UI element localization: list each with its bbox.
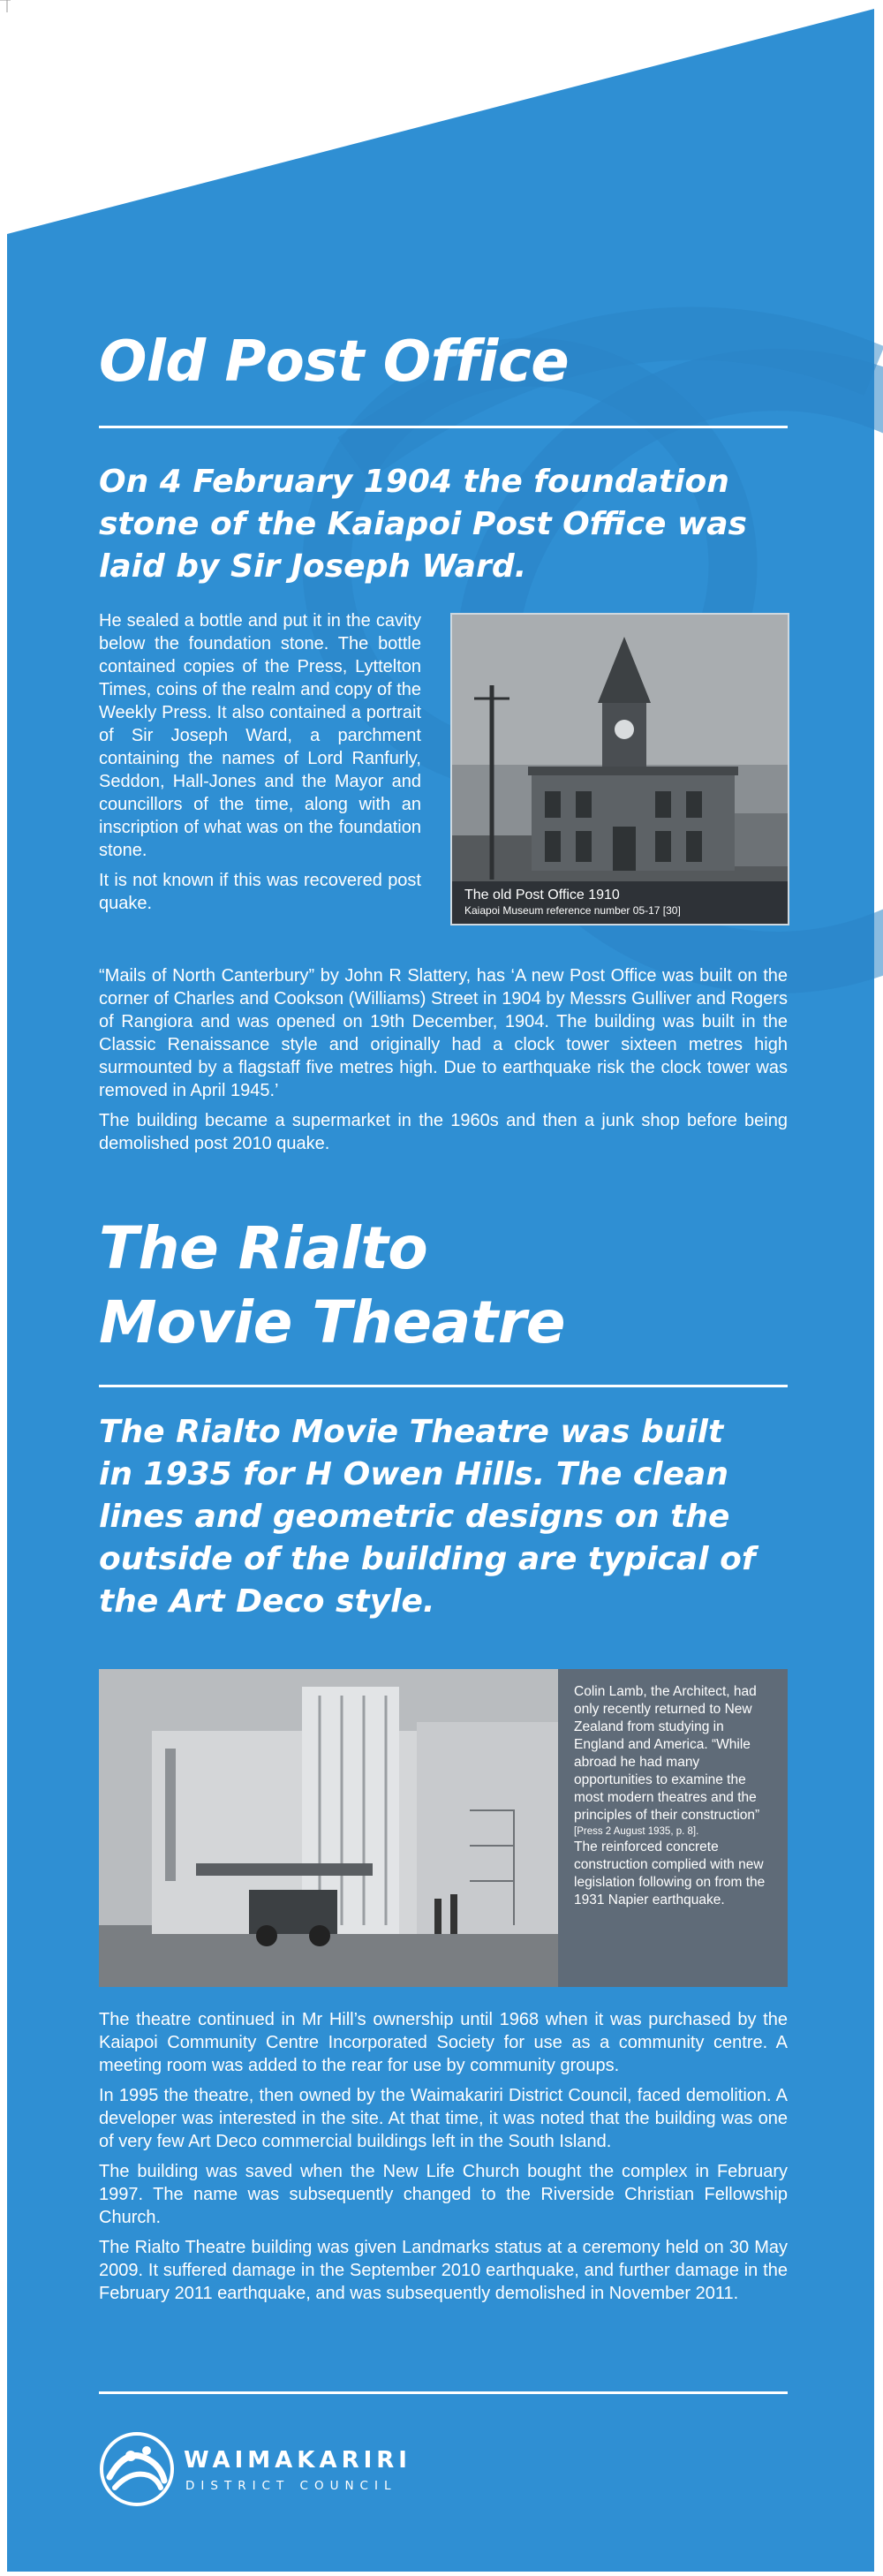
lead-line: the Art Deco style. xyxy=(99,1583,435,1620)
lead-line: laid by Sir Joseph Ward. xyxy=(99,548,527,585)
paragraph: It is not known if this was recovered post quake. xyxy=(99,871,421,913)
section-title-old-post-office: Old Post Office xyxy=(99,329,570,395)
rialto-illustration xyxy=(99,1669,558,1987)
caption-reference: Kaiapoi Museum reference number 05-17 [30] xyxy=(464,904,681,917)
rialto-history-text xyxy=(99,2008,788,2312)
note-text: The reinforced concrete construction complied with new legislation following on from the 1931 Napier earthquake. xyxy=(574,1839,766,1907)
divider xyxy=(99,426,788,428)
note-text: Colin Lamb, the Architect, had only recently returned to New Zealand from studying in England and America. “While abroad he had many opportunities to examine the most modern theatres and the principles of their construction” xyxy=(574,1684,760,1823)
paragraph: The building was saved when the New Life Church bought the complex in February 1997. The name was subsequently changed to the Riverside Christian Fellowship Church. xyxy=(99,2162,788,2227)
lead-line: outside of the building are typical of xyxy=(99,1541,756,1577)
title-line: The Rialto xyxy=(99,1214,428,1282)
section-title-rialto xyxy=(99,1212,565,1360)
council-emblem-icon xyxy=(99,2431,175,2507)
paragraph: The theatre continued in Mr Hill’s ownership until 1968 when it was purchased by the Kaiapoi Community Centre Incorporated Society for use as a community centre. A meeting room was added to the rear for use by community groups. xyxy=(99,2010,788,2075)
post-office-history-text xyxy=(99,964,788,1162)
divider xyxy=(99,1385,788,1387)
paragraph: The Rialto Theatre building was given Landmarks status at a ceremony held on 30 May 2009. It suffered damage in the September 2010 earthquake, and further damage in the February 2011 earthquake, and was subsequently demolished in November 2011. xyxy=(99,2238,788,2303)
rialto-theatre-photo xyxy=(99,1669,558,1987)
brand-name: WAIMAKARIRI xyxy=(184,2447,411,2474)
paragraph: He sealed a bottle and put it in the cavity below the foundation stone. The bottle contained copies of the Press, Lyttelton Times, coins of the realm and copy of the Weekly Press. It also contained a portrait of Sir Joseph Ward, a parchment containing the names of Lord Ranfurly, Seddon, Hall-Jones and the Mayor and councillors of the time, along with an inscription of what was on the foundation stone. xyxy=(99,611,421,860)
paragraph: In 1995 the theatre, then owned by the Waimakariri District Council, faced demolition. A developer was interested in the site. At that time, it was noted that the building was one of very few Art Deco commercial buildings left in the South Island. xyxy=(99,2086,788,2151)
note-reference: [Press 2 August 1935, p. 8]. xyxy=(574,1826,699,1837)
lead-line: On 4 February 1904 the foundation xyxy=(99,464,729,500)
title-line: Movie Theatre xyxy=(99,1288,566,1356)
paragraph: “Mails of North Canterbury” by John R Slattery, has ‘A new Post Office was built on the corner of Charles and Cookson (Williams) Street in 1904 by Messrs Gulliver and Rogers of Rangiora and was opened on 19th December, 1904. The building was built in the Classic Renaissance style and originally had a clock tower sixteen metres high surmounted by a flagstaff five metres high. Due to earthquake risk the clock tower was removed in April 1945.’ xyxy=(99,966,788,1100)
lead-line: stone of the Kaiapoi Post Office was xyxy=(99,506,747,542)
lead-line: The Rialto Movie Theatre was built xyxy=(99,1414,724,1450)
photo-caption xyxy=(452,881,788,924)
architect-note xyxy=(558,1669,788,1987)
old-post-office-photo xyxy=(450,613,789,925)
brand-subtitle: DISTRICT COUNCIL xyxy=(185,2479,397,2493)
lead-line: lines and geometric designs on the xyxy=(99,1499,730,1535)
post-office-illustration xyxy=(452,615,788,924)
council-logo xyxy=(99,2431,452,2511)
lead-text-post-office xyxy=(99,461,788,588)
lead-line: in 1935 for H Owen Hills. The clean xyxy=(99,1456,728,1492)
post-office-intro-text xyxy=(99,609,421,922)
paragraph: The building became a supermarket in the 1960s and then a junk shop before being demolished post 2010 quake. xyxy=(99,1111,788,1153)
caption-title: The old Post Office 1910 xyxy=(464,888,620,903)
lead-text-rialto xyxy=(99,1411,788,1623)
divider xyxy=(99,2391,788,2394)
